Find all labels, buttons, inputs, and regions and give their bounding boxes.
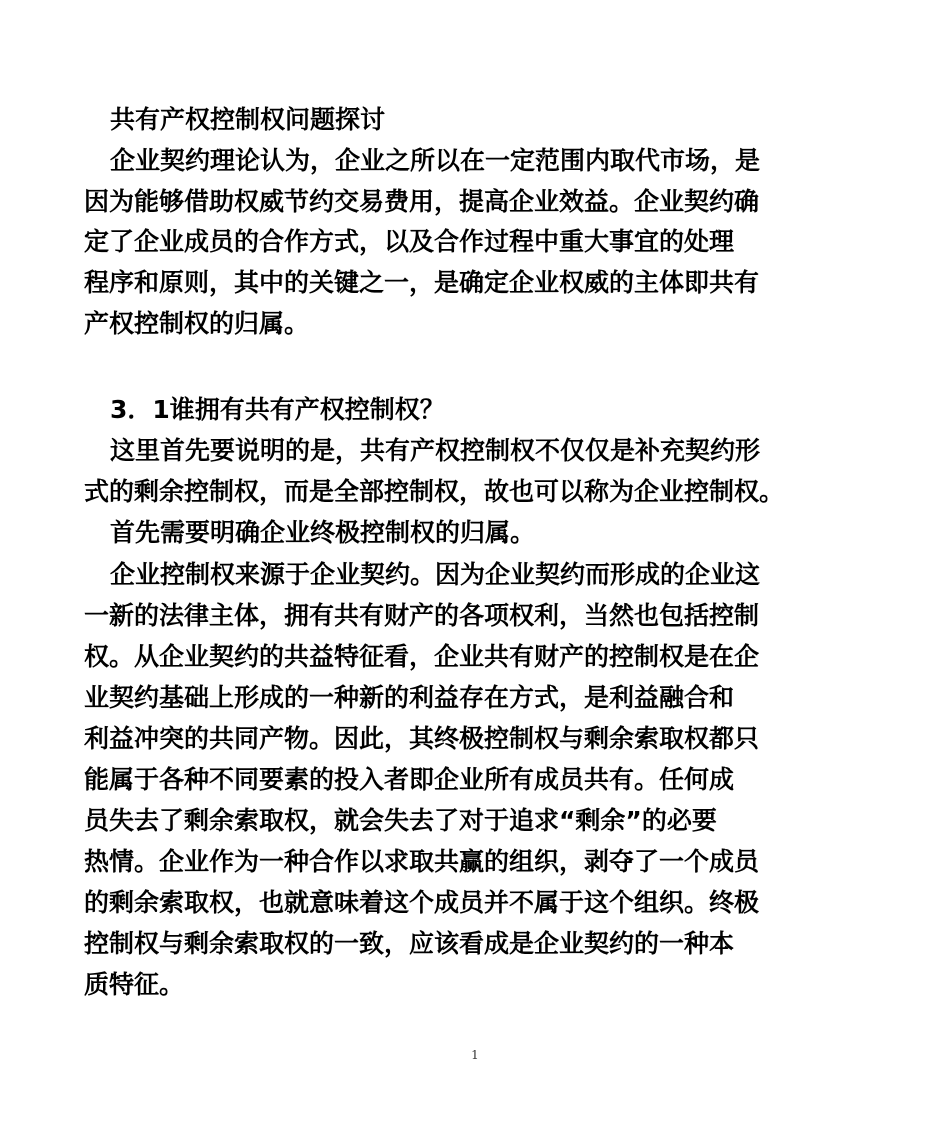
page-number: 1 bbox=[471, 1048, 479, 1062]
paragraph-line: 一新的法律主体，拥有共有财产的各项权利，当然也包括控制 bbox=[84, 601, 760, 630]
paragraph-line: 企业契约理论认为，企业之所以在一定范围内取代市场，是 bbox=[110, 146, 761, 175]
paragraph-line: 能属于各种不同要素的投入者即企业所有成员共有。任何成 bbox=[84, 765, 735, 794]
section-heading: 3．1谁拥有共有产权控制权？ bbox=[110, 395, 445, 424]
paragraph-line: 因为能够借助权威节约交易费用，提高企业效益。企业契约确 bbox=[84, 187, 760, 216]
paragraph-line: 这里首先要说明的是，共有产权控制权不仅仅是补充契约形 bbox=[110, 436, 761, 465]
paragraph-line: 的剩余索取权，也就意味着这个成员并不属于这个组织。终极 bbox=[84, 888, 760, 917]
paragraph-line: 权。从企业契约的共益特征看，企业共有财产的控制权是在企 bbox=[84, 642, 760, 671]
paragraph-line: 热情。企业作为一种合作以求取共赢的组织，剥夺了一个成员 bbox=[84, 847, 760, 876]
paragraph-ultimate-control: 首先需要明确企业终极控制权的归属。 bbox=[110, 518, 536, 547]
paragraph-line: 产权控制权的归属。 bbox=[84, 309, 310, 338]
paragraph-line: 员失去了剩余索取权，就会失去了对于追求“剩余”的必要 bbox=[84, 806, 717, 835]
paragraph-line: 定了企业成员的合作方式，以及合作过程中重大事宜的处理 bbox=[84, 227, 735, 256]
paragraph-line: 企业控制权来源于企业契约。因为企业契约而形成的企业这 bbox=[110, 560, 761, 589]
paragraph-line: 控制权与剩余索取权的一致，应该看成是企业契约的一种本 bbox=[84, 929, 735, 958]
paragraph-line: 式的剩余控制权，而是全部控制权，故也可以称为企业控制权。 bbox=[84, 477, 785, 506]
paragraph-line: 业契约基础上形成的一种新的利益存在方式，是利益融合和 bbox=[84, 683, 735, 712]
document-title: 共有产权控制权问题探讨 bbox=[110, 105, 386, 134]
paragraph-line: 程序和原则，其中的关键之一，是确定企业权威的主体即共有 bbox=[84, 268, 760, 297]
paragraph-line: 质特征。 bbox=[84, 970, 185, 999]
paragraph-line: 利益冲突的共同产物。因此，其终极控制权与剩余索取权都只 bbox=[84, 724, 760, 753]
